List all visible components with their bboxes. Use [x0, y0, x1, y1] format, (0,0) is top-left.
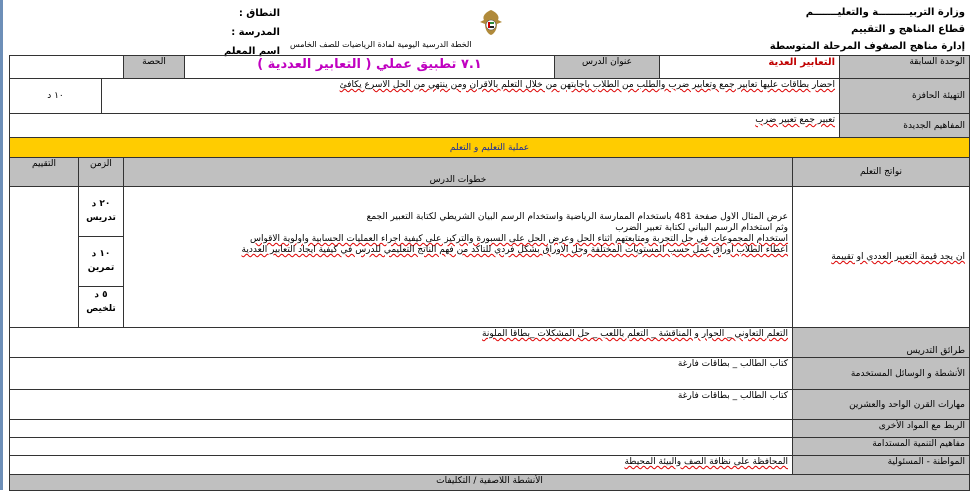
- step-4: اعطاء الطلاب اوراق عمل حسب المستويات المختلفة وحل الاوراق بشكل فردي للتاكد من فهم الناتج التعليمي للدرس في كيفية ايجاد التعابير العددية: [241, 245, 789, 255]
- col-outcomes: نواتج التعلم: [793, 158, 970, 187]
- assessment-cell[interactable]: [10, 187, 79, 328]
- prev-unit-label: الوحدة السابقة: [840, 56, 970, 79]
- row-value[interactable]: المحافظة على نظافة الصف والبيئة المحيطة: [624, 457, 789, 467]
- row-label: طرائق التدريس: [793, 328, 970, 358]
- row-label: المواطنة - المسئولية: [793, 456, 970, 475]
- lesson-title-value[interactable]: ٧.١ تطبيق عملي ( التعابير العددية ): [185, 56, 555, 79]
- time-label: تدريس: [86, 213, 116, 223]
- time-label: تلخيص: [86, 304, 116, 314]
- time-practice[interactable]: [79, 237, 123, 287]
- header-left: [200, 4, 280, 61]
- row-label: الربط مع المواد الأخرى: [793, 420, 970, 438]
- row-value[interactable]: كتاب الطالب _ بطاقات فارغة: [10, 390, 793, 420]
- period-value[interactable]: [10, 56, 124, 79]
- warmup-label: التهيئة الحافزة: [840, 79, 970, 114]
- row-value[interactable]: كتاب الطالب _ بطاقات فارغة: [10, 358, 793, 390]
- row-label: مفاهيم التنمية المستدامة: [793, 438, 970, 456]
- lesson-plan-table: [9, 55, 970, 491]
- department-name: إدارة مناهج الصفوف المرحلة المتوسطة: [769, 41, 965, 52]
- plan-title: الخطة الدرسية اليومية لمادة الرياضيات للصف الخامس: [290, 40, 472, 49]
- time-label: تمرين: [87, 263, 115, 273]
- step-1: عرض المثال الاول صفحة 481 باستخدام الممارسة الرياضية واستخدام الرسم البيان الشريطي لكتابة التعبير الجمع: [366, 212, 789, 222]
- row-value[interactable]: [10, 420, 793, 438]
- time-value: ٢٠ د: [91, 199, 111, 209]
- time-value: ٥ د: [94, 290, 108, 300]
- process-section-title: عملية التعليم و التعلم: [10, 138, 970, 158]
- warmup-text[interactable]: احضار بطاقات عليها تعابير جمع وتعابير ضرب والطلب من الطلاب باجابتهن من خلال التعلم بالاقران ومن ينتهي من الحل الاسرع يكافئ: [339, 80, 836, 90]
- col-assessment: التقييم: [10, 158, 79, 187]
- header-right: [770, 4, 965, 55]
- row-label: الأنشطة و الوسائل المستخدمة: [793, 358, 970, 390]
- footer-title: الأنشطة اللاصفية / التكليفات: [10, 475, 970, 491]
- row-value[interactable]: [10, 438, 793, 456]
- ministry-name: وزارة التربيـــــــــة والتعليـــــــم: [805, 7, 965, 18]
- lesson-steps[interactable]: [124, 187, 793, 328]
- lesson-title-label: عنوان الدرس: [555, 56, 660, 79]
- time-value: ١٠ د: [91, 249, 111, 259]
- step-3: استخدام المجموعات في حل التجربة ومتابعتهم اثناء الحل وعرض الحل على السبورة والتركيز على كيفية اجراء العمليات الحسابية واولوية الاقواس: [249, 234, 789, 244]
- row-value[interactable]: التعلم التعاوني _ الحوار و المناقشة _ التعلم باللعب _ حل المشكلات _بطاقا الملونة: [482, 329, 789, 339]
- step-2: وثم استخدام الرسم البياني لكتابة تعبير الضرب: [615, 223, 789, 233]
- concepts-text[interactable]: تعبير جمع تعبير ضرب: [755, 115, 836, 125]
- concepts-label: المفاهيم الجديدة: [840, 114, 970, 138]
- prev-unit-value[interactable]: التعابير العدية: [660, 56, 840, 79]
- sector-name: قطاع المناهج و التقييم: [851, 24, 965, 35]
- time-summary[interactable]: [79, 287, 123, 325]
- school-label: المدرسة :: [231, 27, 280, 38]
- col-steps: خطوات الدرس: [124, 158, 793, 187]
- page-left-edge: [0, 0, 6, 490]
- warmup-time[interactable]: ١٠ د: [10, 79, 102, 114]
- zone-label: النطاق :: [238, 8, 280, 19]
- row-label: مهارات القرن الواحد والعشرين: [793, 390, 970, 420]
- uae-emblem-icon: [476, 8, 506, 36]
- period-label: الحصة: [124, 56, 185, 79]
- time-teaching[interactable]: [79, 187, 123, 237]
- teacher-label: اسم المعلم: [223, 46, 280, 57]
- col-time: الزمن: [79, 158, 124, 187]
- learning-outcome[interactable]: ان يجد قيمة التعبير العددي او تقييمة: [831, 252, 966, 262]
